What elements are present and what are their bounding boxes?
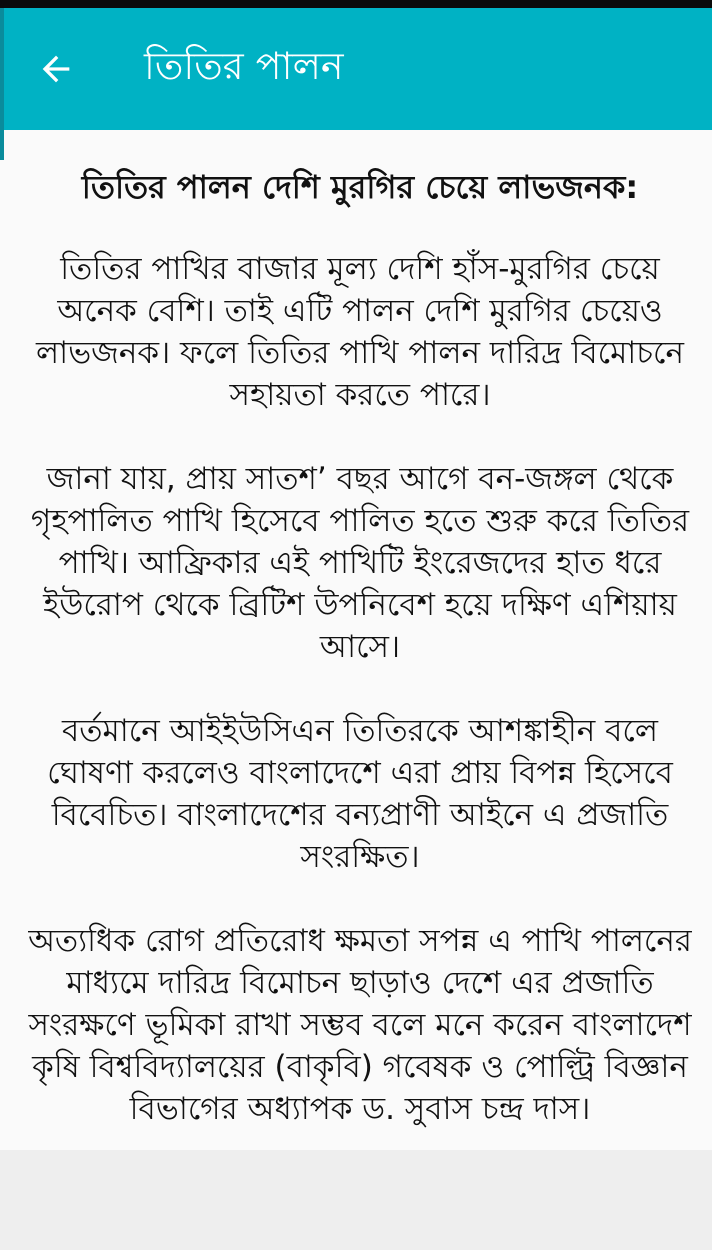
app-bar — [4, 8, 712, 130]
article-paragraph-3: বর্তমানে আইইউসিএন তিতিরকে আশঙ্কাহীন বলে ঘোষণা করলেও বাংলাদেশে এরা প্রায় বিপন্ন হিসেবে বিবেচিত। বাংলাদেশের বন্যপ্রাণী আইনে এ প্রজাতি সংরক্ষিত। — [47, 713, 673, 875]
article-paragraph-4: অত্যধিক রোগ প্রতিরোধ ক্ষমতা সপন্ন এ পাখি পালনের মাধ্যমে দারিদ্র বিমোচন ছাড়াও দেশে এর প্রজাতি সংরক্ষণে ভূমিকা রাখা সম্ভব বলে মনে করেন বাংলাদেশ কৃষি বিশ্ববিদ্যালয়ের (বাকৃবি) গবেষক ও পোল্ট্রি বিজ্ঞান বিভাগের অধ্যাপক ড. সুবাস চন্দ্র দাস। — [28, 923, 692, 1127]
article-paragraph-1: তিতির পাখির বাজার মূল্য দেশি হাঁস-মুরগির চেয়ে অনেক বেশি। তাই এটি পালন দেশি মুরগির চেয়েও লাভজনক। ফলে তিতির পাখি পালন দারিদ্র বিমোচনে সহায়তা করতে পারে। — [35, 251, 684, 413]
article-heading: তিতির পালন দেশি মুরগির চেয়ে লাভজনক: — [81, 168, 639, 206]
app-title: তিতির পালন — [144, 44, 344, 88]
back-button[interactable] — [4, 8, 108, 130]
bottom-area — [0, 1150, 712, 1250]
status-bar — [0, 0, 712, 8]
arrow-left-icon — [36, 49, 76, 89]
article-content[interactable] — [28, 166, 692, 1150]
article-paragraph-2: জানা যায়, প্রায় সাতশ’ বছর আগে বন-জঙ্গল থেকে গৃহপালিত পাখি হিসেবে পালিত হতে শুরু করে তিতির পাখি। আফ্রিকার এই পাখিটি ইংরেজদের হাত ধরে ইউরোপ থেকে ব্রিটিশ উপনিবেশ হয়ে দক্ষিণ এশিয়ায় আসে। — [30, 461, 690, 665]
